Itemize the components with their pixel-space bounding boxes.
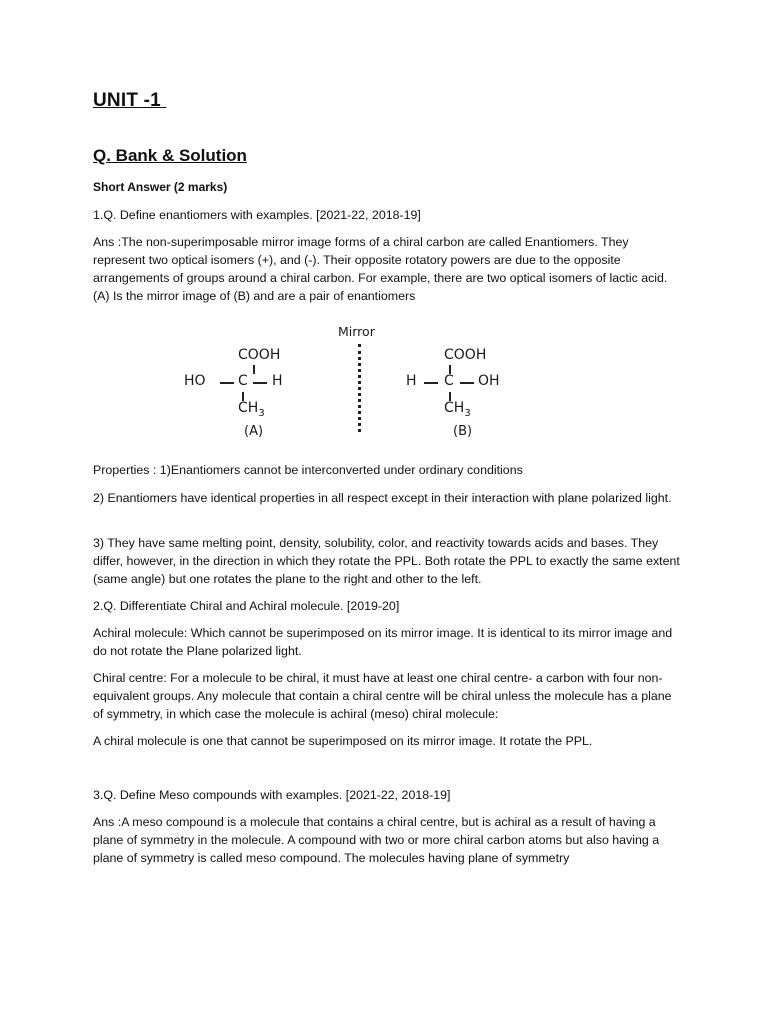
molecule-a-bottom: $CH_3$ (238, 400, 265, 419)
mirror-line (358, 344, 361, 432)
molecule-a-label: (A) (244, 424, 264, 439)
property-3: 3) They have same melting point, density, solubility, color, and reactivity towards acids and bases. They differ, however, in the direction in which they rotate the PPL. Both rotate the PPL to exactly the same extent (same angle) but one rotates the plane to the right and other to the left. (93, 536, 680, 586)
molecule-b-left: H (406, 373, 417, 389)
molecule-b-center: C (444, 373, 454, 389)
molecule-b-bottom: $CH_3$ (444, 400, 471, 419)
question-2: 2.Q. Differentiate Chiral and Achiral molecule. [2019-20] (93, 599, 400, 613)
answer-3: Ans :A meso compound is a molecule that contains a chiral centre, but is achiral as a result of having a plane of symmetry in the molecule. A compound with two or more chiral carbon atoms but also having a plane of symmetry is called meso compound. The molecules having plane of symmetry (93, 815, 660, 865)
molecule-a-right: H (272, 373, 283, 389)
molecule-a-bond-left (220, 382, 234, 384)
section-heading: Short Answer (2 marks) (93, 180, 228, 194)
molecule-a-top: COOH (238, 347, 281, 363)
achiral-definition: Achiral molecule: Which cannot be superimposed on its mirror image. It is identical to its mirror image and do not rotate the Plane polarized light. (93, 626, 673, 658)
qbank-title: Q. Bank & Solution (93, 146, 247, 165)
molecule-b-top: COOH (444, 347, 487, 363)
molecule-a-left: HO (184, 373, 206, 389)
question-1: 1.Q. Define enantiomers with examples. [2021-22, 2018-19] (93, 208, 421, 222)
answer-1: Ans :The non-superimposable mirror image forms of a chiral carbon are called Enantiomers. They represent two optical isomers (+), and (-). Their opposite rotatory powers are due to the opposite arrangements of groups around a chiral carbon. For example, there are two optical isomers of lactic acid. (A) Is the mirror image of (B) and are a pair of enantiomers (93, 235, 668, 303)
question-3: 3.Q. Define Meso compounds with examples. [2021-22, 2018-19] (93, 788, 451, 802)
property-1: Properties : 1)Enantiomers cannot be interconverted under ordinary conditions (93, 463, 523, 477)
molecule-b-label: (B) (453, 424, 473, 439)
mirror-label: Mirror (338, 324, 375, 339)
molecule-b-bond-left (424, 382, 438, 384)
molecule-b-bond-right (460, 382, 474, 384)
molecule-a-bond-top (253, 365, 255, 374)
chiral-centre-definition: Chiral centre: For a molecule to be chiral, it must have at least one chiral centre- a carbon with four non-equivalent groups. Any molecule that contain a chiral centre will be chiral unless the molecule has a plane of symmetry, in which case the molecule is achiral (meso) chiral molecule: (93, 671, 672, 721)
unit-title: UNIT -1 (93, 90, 167, 111)
property-2: 2) Enantiomers have identical properties in all respect except in their interaction with plane polarized light. (93, 491, 672, 505)
molecule-a-center: C (238, 373, 248, 389)
molecule-b-right: OH (478, 373, 500, 389)
molecule-a-bond-right (253, 382, 267, 384)
enantiomer-diagram (178, 320, 518, 445)
chiral-molecule-definition: A chiral molecule is one that cannot be superimposed on its mirror image. It rotate the PPL. (93, 734, 593, 748)
